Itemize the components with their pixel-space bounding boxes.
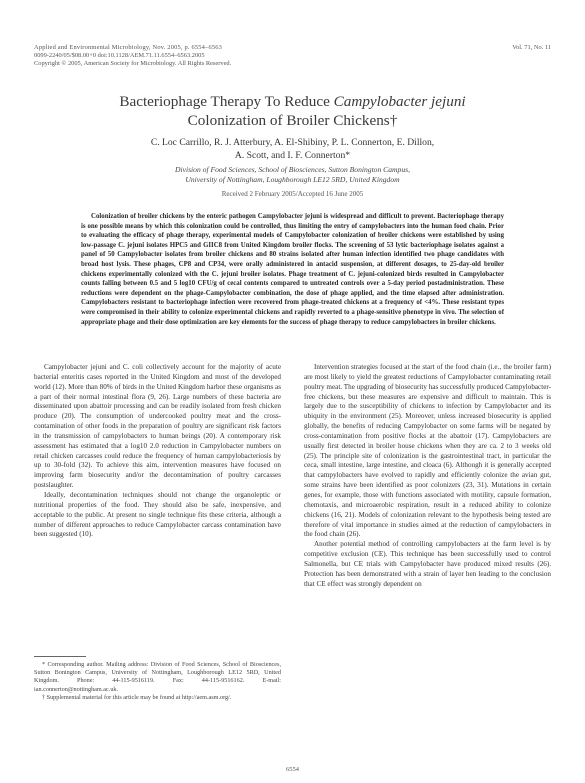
running-header [34,44,551,69]
journal-citation: Applied and Environmental Microbiology, Nov. 2005, p. 6554–6563 [34,44,223,51]
article-title [40,92,545,130]
body-column-left [34,363,281,540]
volume-issue: Vol. 71, No. 11 [512,44,551,51]
body-paragraph: Another potential method of controlling campylobacters at the farm level is by competitive exclusion (CE). This technique has been successfully used to control Salmonella, but CE trials with Campylobacter have produced mixed results (26). Protection has been demonstrated with a strain of layer hen leading to the conclusion that CE effect was strongly dependent on [304,540,551,588]
corresponding-author-footnote: * Corresponding author. Mailing address: Division of Food Sciences, School of Biosciences, Sutton Bonington Campus, University of Nottingham, Loughborough LE12 5RD, United Kingdom. Phone: 44-115-9516119. Fax: 44-115-9516162. E-mail: ian.connerton@nottingham.ac.uk. [34,661,281,693]
body-column-right [304,363,551,589]
supplemental-footnote: † Supplemental material for this article may be found at http://aem.asm.org/. [42,693,232,701]
body-paragraph: Intervention strategies focused at the start of the food chain (i.e., the broiler farm) are most likely to yield the greatest reductions of Campylobacter contaminating retail poultry meat. The upgrading of biosecurity has successfully produced Campylobacter-free chickens, but these measures are expensive and difficult to maintain. This is largely due to the susceptibility of chickens to infection by Campylobacter and its ubiquity in the environment (25). Moreover, unless increased biosecurity is applied globally, the benefits of reducing Campylobacter on some farms will be negated by cross-contamination from positive flocks at the abattoir (17). Campylobacters are usually first detected in broiler house chickens when they are ca. 2 to 3 weeks old (25). The principle site of colonization is the gastrointestinal tract, in particular the ceca, small intestine, large intestine, and cloaca (6). Although it is generally accepted that campylobacters have evolved to rapidly and efficiently colonize the avian gut, some strains have been identified as poor colonizers (23, 31). Mutations in certain genes, for example, those with functions associated with motility, capsule formation, chemotaxis, and microaerobic respiration, result in a reduced ability to colonize chickens (16, 21). Models of colonization relevant to the hypothesis being tested are therefore of vital importance in studies aimed at the reduction of campylobacters in the food chain (26). [304,363,551,539]
footnote-divider [34,656,86,657]
affiliation-line: Division of Food Sciences, School of Biosciences, Sutton Bonington Campus, [175,165,410,174]
page-number: 6554 [286,766,299,773]
footnotes [34,661,281,702]
body-paragraph: Ideally, decontamination techniques should not change the organoleptic or nutritional properties of the food. They should also be safe, inexpensive, and acceptable to the public. At present no single technique fits these criteria, although a number of different approaches to reduce Campylobacter carcass contamination have been suggested (10). [34,490,281,539]
author-list [40,136,545,162]
abstract: Colonization of broiler chickens by the enteric pathogen Campylobacter jejuni is widespread and difficult to prevent. Bacteriophage therapy is one possible means by which this colonization could be controlled, thus limiting the entry of campylobacters into the human food chain. Prior to evaluating the efficacy of phage therapy, experimental models of Campylobacter colonization of broiler chickens were established by using low-passage C. jejuni isolates HPC5 and GIIC8 from United Kingdom broiler flocks. The screening of 53 lytic bacteriophage isolates against a panel of 50 Campylobacter isolates from broiler chickens and 80 strains isolated after human infection identified two phage candidates with broad host lysis. These phages, CP8 and CP34, were orally administered in antacid suspension, at different dosages, to 25-day-old broiler chickens experimentally colonized with the C. jejuni broiler isolates. Phage treatment of C. jejuni-colonized birds resulted in Campylobacter counts falling between 0.5 and 5 log10 CFU/g of cecal contents compared to untreated controls over a 5-day period postadministration. These reductions were dependent on the phage-Campylobacter combination, the dose of phage applied, and the time elapsed after administration. Campylobacters resistant to bacteriophage infection were recovered from phage-treated chickens at a frequency of <4%. These resistant types were compromised in their ability to colonize experimental chickens and rapidly reverted to a phage-sensitive phenotype in vivo. The selection of appropriate phage and their dose optimization are key elements for the success of phage therapy to reduce campylobacters in broiler chickens. [81,213,504,326]
copyright: Copyright © 2005, American Society for Microbiology. All Rights Reserved. [34,60,232,68]
title-text: Bacteriophage Therapy To Reduce [119,93,334,110]
authors-line: C. Loc Carrillo, R. J. Atterbury, A. El-Shibiny, P. L. Connerton, E. Dillon, [150,137,435,148]
title-text-line2: Colonization of Broiler Chickens† [187,112,398,129]
affiliation [40,165,545,185]
body-paragraph: Campylobacter jejuni and C. coli collectively account for the majority of acute bacterial enteritis cases reported in the United Kingdom and most of the developed world (12). More than 80% of birds in the United Kingdom harbor these organisms as a part of their normal intestinal flora (9, 26). Large numbers of these bacteria are disseminated upon abattoir processing and can be readily isolated from fresh chicken produce (20). The consumption of undercooked poultry meat and the cross-contamination of other foods in the preparation of poultry are significant risk factors in the transmission of campylobacters to human beings (20). A contemporary risk assessment has estimated that a log10 2.0 reduction in Campylobacter numbers on retail chicken carcasses could reduce the frequency of human campylobacteriosis by up to 30-fold (32). To achieve this aim, intervention measures have focused on improving farm biosecurity and/or the decontamination of poultry carcasses postslaughter. [34,363,281,490]
received-dates: Received 2 February 2005/Accepted 16 June 2005 [221,190,364,198]
issn-doi: 0099-2240/05/$08.00+0 doi:10.1128/AEM.71.11.6554–6563.2005 [34,52,205,60]
title-species: Campylobacter jejuni [333,93,466,110]
affiliation-line: University of Nottingham, Loughborough LE12 5RD, United Kingdom [185,175,400,184]
authors-line: A. Scott, and I. F. Connerton* [234,150,351,161]
